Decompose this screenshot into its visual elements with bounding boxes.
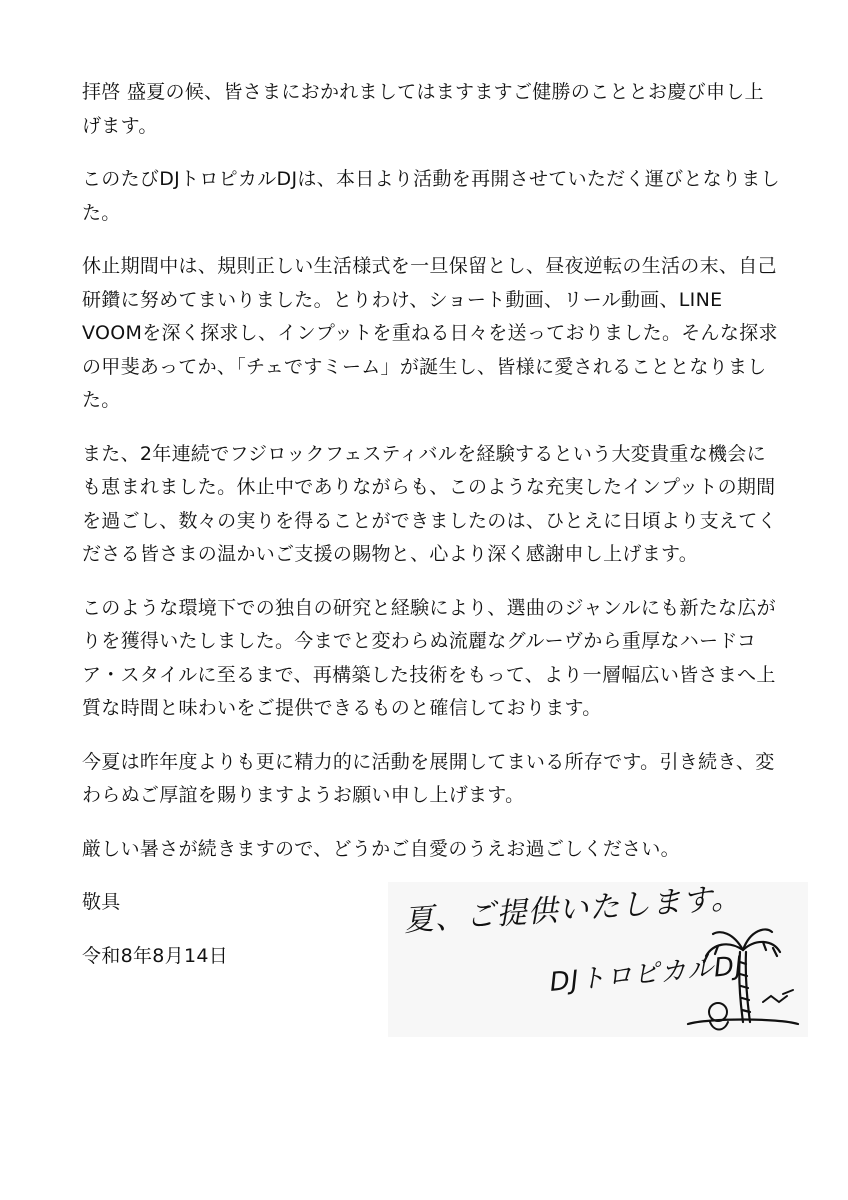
palm-tree-icon: [688, 929, 798, 1024]
paragraph-announcement: このたびDJトロピカルDJは、本日より活動を再開させていただく運びとなりました。: [82, 168, 780, 224]
paragraph-hiatus: 休止期間中は、規則正しい生活様式を一旦保留とし、昼夜逆転の生活の末、自己研鑽に努めてまいりました。とりわけ、ショート動画、リール動画、LINE VOOMを深く探求し、インプットを重ねる日々を送っておりました。そんな探求の甲斐あってか、「チェですミーム」が誕生し、皆様に愛されることとなりました。: [82, 255, 778, 411]
letter-body: [82, 76, 782, 973]
paragraph-greeting: 拝啓 盛夏の候、皆さまにおかれましてはますますご健勝のこととお慶び申し上げます。: [82, 81, 764, 137]
signature-line-2: DJトロピカルDJ: [548, 951, 745, 998]
letter-date: 令和8年8月14日: [82, 944, 229, 967]
signature-line-1: 夏、ご提供いたします。: [402, 880, 743, 939]
paragraph-fujirock: また、2年連続でフジロックフェスティバルを経験するという大変貴重な機会にも恵まれました。休止中でありながらも、このような充実したインプットの期間を過ごし、数々の実りを得ることができましたのは、ひとえに日頃より支えてくださる皆さまの温かいご支援の賜物と、心より深く感謝申し上げます。: [82, 442, 777, 565]
paragraph-genre: このような環境下での独自の研究と経験により、選曲のジャンルにも新たな広がりを獲得いたしました。今までと変わらぬ流麗なグルーヴから重厚なハードコア・スタイルに至るまで、再構築した技術をもって、より一層幅広い皆さまへ上質な時間と味わいをご提供できるものと確信しております。: [82, 596, 776, 719]
closing-word: 敬具: [82, 891, 121, 913]
sun-icon: [709, 990, 793, 1030]
paragraph-farewell: 厳しい暑さが続きますので、どうかご自愛のうえお過ごしください。: [82, 837, 680, 860]
signature-drawing: [388, 882, 808, 1037]
handwritten-signature: [388, 882, 808, 1037]
paragraph-summer-plans: 今夏は昨年度よりも更に精力的に活動を展開してまいる所存です。引き続き、変わらぬご厚誼を賜りますようお願い申し上げます。: [82, 750, 775, 806]
